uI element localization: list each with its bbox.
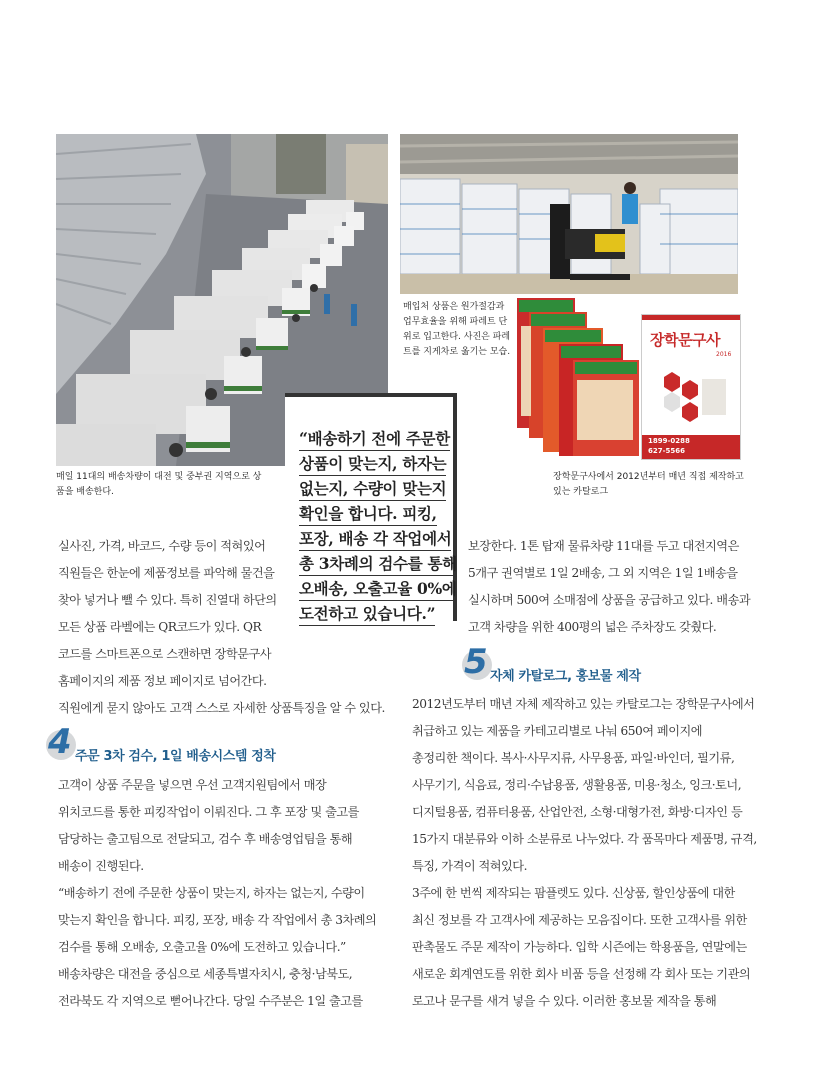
warehouse-caption: 매입처 상품은 원가절감과 업무효율을 위해 파레트 단 위로 입고한다. 사진은 파레 트를 지게차로 옮기는 모습.	[403, 302, 511, 357]
body-line: 모든 상품 라벨에는 QR코드가 있다. QR	[58, 620, 262, 634]
section-5-heading: 자체 카탈로그, 홍보물 제작	[490, 669, 641, 684]
body-line: 코드를 스마트폰으로 스캔하면 장학문구사	[58, 647, 272, 661]
catalog-caption: 장학문구사에서 2012년부터 매년 직접 제작하고 있는 카탈로그	[553, 472, 744, 497]
warehouse-photo	[400, 134, 738, 294]
body-line: 보장한다. 1톤 탑재 물류차량 11대를 두고 대전지역은	[468, 539, 739, 553]
body-line: 담당하는 출고팀으로 전달되고, 검수 후 배송영업팀을 통해	[58, 832, 353, 846]
body-line: 홈페이지의 제품 정보 페이지로 넘어간다.	[58, 674, 267, 688]
body-line: 직원들은 한눈에 제품정보를 파악해 물건을	[58, 566, 275, 580]
body-line: 실사진, 가격, 바코드, 수량 등이 적혀있어	[58, 539, 266, 553]
quote-line: “배송하기 전에 주문한	[299, 427, 450, 451]
catalog-phone2: 627-5566	[648, 447, 685, 455]
body-line: 새로운 회계연도를 위한 회사 비품 등을 선정해 각 회사 또는 기관의	[412, 967, 751, 981]
body-line: 직원에게 묻지 않아도 고객 스스로 자세한 상품특징을 알 수 있다.	[58, 701, 385, 715]
body-line: 디지털용품, 컴퓨터용품, 산업안전, 소형·대형가전, 화방·디자인 등	[412, 805, 743, 819]
body-line: 배송이 진행된다.	[58, 859, 144, 873]
body-line: 취급하고 있는 제품을 카테고리별로 나눠 650여 페이지에	[412, 724, 703, 738]
body-line: 특징, 가격이 적혀있다.	[412, 859, 527, 873]
body-line: 사무기기, 식음료, 정리·수납용품, 생활용품, 미용·청소, 잉크·토너,	[412, 778, 742, 792]
body-line: 최신 정보를 각 고객사에 제공하는 모음집이다. 또한 고객사를 위한	[412, 913, 747, 927]
quote-line: 없는지, 수량이 맞는지	[299, 477, 446, 501]
quote-top-rule	[285, 393, 457, 397]
body-line: 찾아 넣거나 뺄 수 있다. 특히 진열대 하단의	[58, 593, 277, 607]
catalog-phone1: 1899-0288	[648, 437, 690, 445]
quote-line: 도전하고 있습니다.”	[299, 602, 435, 626]
body-line: 고객이 상품 주문을 넣으면 우선 고객지원팀에서 매장	[58, 778, 327, 792]
body-line: “배송하기 전에 주문한 상품이 맞는지, 하자는 없는지, 수량이	[58, 886, 365, 900]
body-line: 실시하며 500여 소매점에 상품을 공급하고 있다. 배송과	[468, 593, 751, 607]
body-line: 고객 차량을 위한 400평의 넓은 주차장도 갖췄다.	[468, 620, 717, 634]
section-5-number: 5	[464, 642, 488, 682]
catalog-stack-photo	[515, 296, 640, 458]
trucks-caption: 매일 11대의 배송차량이 대전 및 중부권 지역으로 상 품을 배송한다.	[56, 472, 262, 497]
quote-line: 확인을 합니다. 피킹,	[299, 502, 437, 526]
body-line: 로고나 문구를 새겨 넣을 수 있다. 이러한 홍보물 제작을 통해	[412, 994, 717, 1008]
catalog-year: 2016	[716, 351, 732, 358]
body-line: 15가지 대분류와 이하 소분류로 나누었다. 각 품목마다 제품명, 규격,	[412, 832, 757, 846]
section-4-number: 4	[48, 722, 72, 762]
body-line: 위치코드를 통한 피킹작업이 이뤄진다. 그 후 포장 및 출고를	[58, 805, 359, 819]
quote-line: 포장, 배송 각 작업에서	[299, 527, 451, 551]
catalog-cover-2016	[641, 314, 741, 460]
quote-line: 상품이 맞는지, 하자는	[299, 452, 446, 476]
body-line: 전라북도 각 지역으로 뻗어나간다. 당일 수주분은 1일 출고를	[58, 994, 363, 1008]
pull-quote	[285, 393, 457, 636]
quote-line: 오배송, 오출고율 0%에	[299, 577, 457, 601]
body-line: 총정리한 책이다. 복사·사무지류, 사무용품, 파일·바인더, 필기류,	[412, 751, 735, 765]
body-line: 3주에 한 번씩 제작되는 팜플렛도 있다. 신상품, 할인상품에 대한	[412, 886, 735, 900]
section-4-heading: 주문 3차 검수, 1일 배송시스템 정착	[75, 749, 276, 764]
body-line: 2012년도부터 매년 자체 제작하고 있는 카탈로그는 장학문구사에서	[412, 697, 755, 711]
body-line: 검수를 통해 오배송, 오출고율 0%에 도전하고 있습니다.”	[58, 940, 346, 954]
quote-line: 총 3차례의 검수를 통해	[299, 552, 457, 576]
body-line: 5개구 권역별로 1일 2배송, 그 외 지역은 1일 1배송을	[468, 566, 738, 580]
body-line: 배송차량은 대전을 중심으로 세종특별자치시, 충청·남북도,	[58, 967, 353, 981]
catalog-brand: 장학문구사	[650, 331, 720, 349]
body-line: 판촉물도 주문 제작이 가능하다. 입학 시즌에는 학용품을, 연말에는	[412, 940, 747, 954]
body-line: 맞는지 확인을 합니다. 피킹, 포장, 배송 각 작업에서 총 3차례의	[58, 913, 377, 927]
